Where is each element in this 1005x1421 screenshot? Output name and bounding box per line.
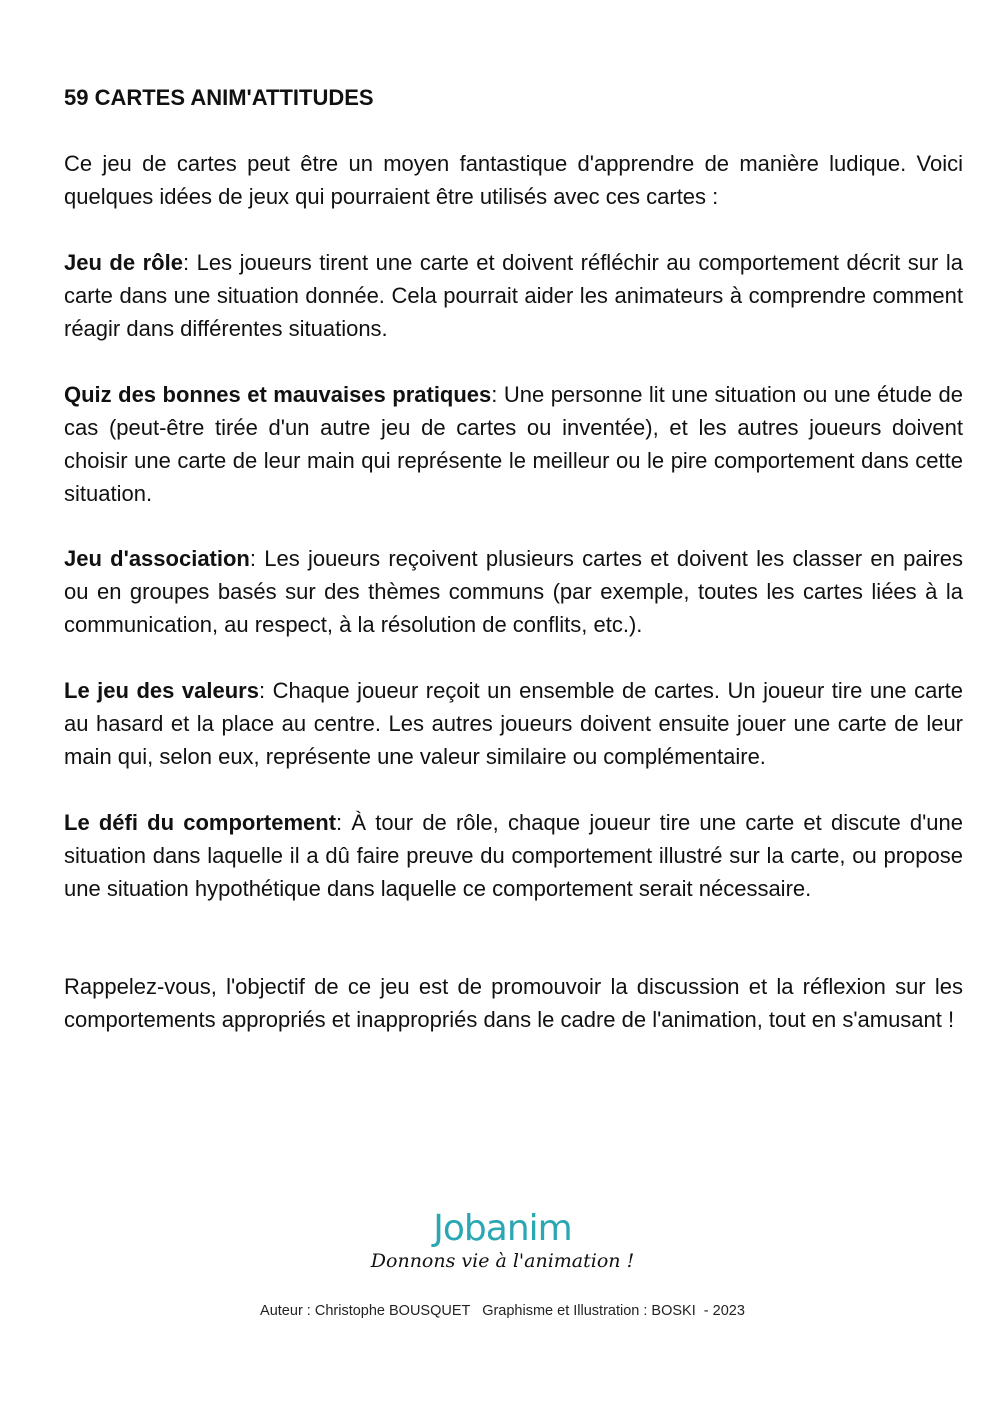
logo-wordmark: Jobanim bbox=[433, 1208, 572, 1249]
game-description: : Les joueurs reçoivent plusieurs cartes et doivent les classer en paires ou en groupes basés sur des thèmes communs (par exemple, toutes les cartes liées à la communication, au respect, à la résolution de conflits, etc.). bbox=[64, 546, 964, 637]
jobanim-logo bbox=[0, 1208, 1005, 1249]
game-paragraph-role bbox=[64, 246, 963, 345]
game-description: : Une personne lit une situation ou une étude de cas (peut-être tirée d'un autre jeu de cartes ou inventée), et les autres joueurs doivent choisir une carte de leur main qui représente le meilleur ou le pire comportement dans cette situation. bbox=[64, 382, 963, 506]
game-description: : Chaque joueur reçoit un ensemble de cartes. Un joueur tire une carte au hasard et la place au centre. Les autres joueurs doivent ensuite jouer une carte de leur main qui, selon eux, représente une valeur similaire ou complémentaire. bbox=[64, 678, 963, 769]
game-paragraph-association bbox=[64, 542, 963, 641]
game-description: : À tour de rôle, chaque joueur tire une carte et discute d'une situation dans laquelle il a dû faire preuve du comportement illustré sur la carte, ou propose une situation hypothétique dans laquelle ce comportement serait nécessaire. bbox=[64, 810, 964, 901]
game-name: Quiz des bonnes et mauvaises pratiques bbox=[64, 382, 492, 407]
game-paragraph-defi bbox=[64, 806, 963, 905]
conclusion-paragraph: Rappelez-vous, l'objectif de ce jeu est de promouvoir la discussion et la réflexion sur les comportements appropriés et inappropriés dans le cadre de l'animation, tout en s'amusant ! bbox=[64, 974, 963, 1032]
credits-footer: Auteur : Christophe BOUSQUET Graphisme et Illustration : BOSKI - 2023 bbox=[260, 1303, 745, 1319]
game-paragraph-quiz bbox=[64, 378, 963, 510]
game-name: Le défi du comportement bbox=[64, 810, 337, 835]
game-description: : Les joueurs tirent une carte et doivent réfléchir au comportement décrit sur la carte dans une situation donnée. Cela pourrait aider les animateurs à comprendre comment réagir dans différentes situations. bbox=[64, 250, 964, 341]
game-name: Jeu de rôle bbox=[64, 250, 183, 275]
game-name: Jeu d'association bbox=[64, 546, 250, 571]
page-title: 59 CARTES ANIM'ATTITUDES bbox=[64, 85, 374, 110]
intro-paragraph: Ce jeu de cartes peut être un moyen fantastique d'apprendre de manière ludique. Voici quelques idées de jeux qui pourraient être utilisés avec ces cartes : bbox=[64, 151, 963, 209]
game-paragraph-valeurs bbox=[64, 674, 963, 773]
game-name: Le jeu des valeurs bbox=[64, 678, 259, 703]
logo-tagline: Donnons vie à l'animation ! bbox=[370, 1250, 635, 1272]
